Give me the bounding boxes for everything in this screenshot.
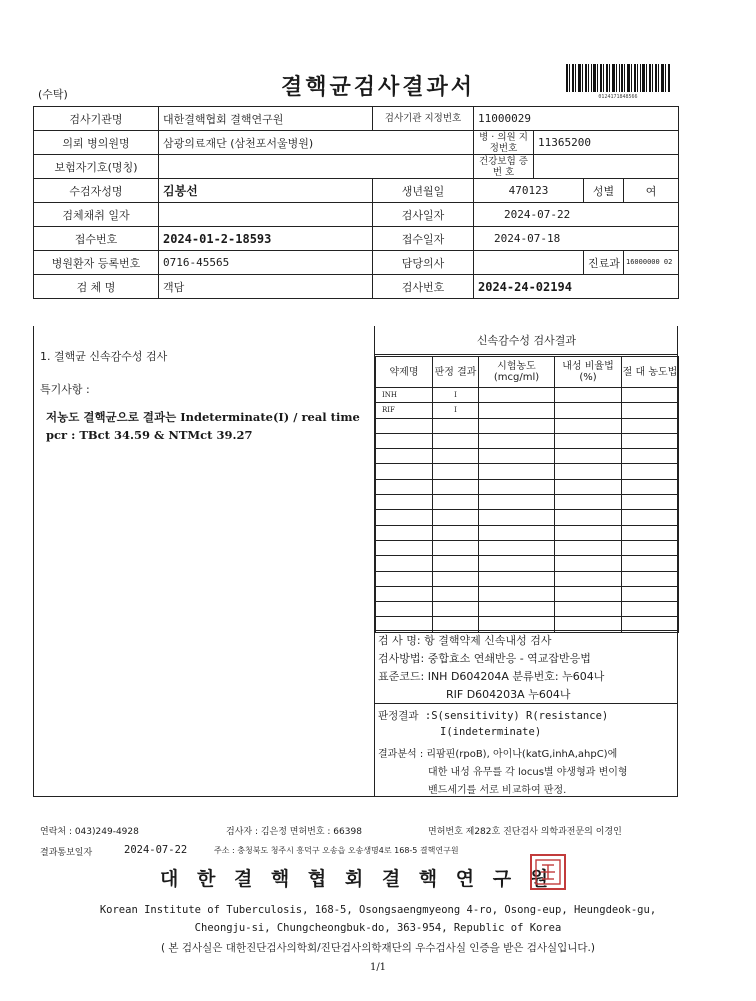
dept-label: 진료과 [584,251,624,275]
birth-label: 생년월일 [373,179,474,203]
result-cell [555,571,622,586]
drug-name-cell [376,418,433,433]
specialist: 면허번호 제282호 진단검사 의학과전문의 이경인 [428,827,622,837]
result-cell [622,403,679,418]
test-name: 검 사 명: 항 결핵약제 신속내성 검사 [378,634,552,647]
judgement-cell: I [433,388,479,403]
result-cell [555,449,622,464]
col-resistance-ratio: 내성 비율법(%) [555,357,622,388]
doctor-label: 담당의사 [373,251,474,275]
drug-name-cell [376,510,433,525]
sensitivity-row [376,418,679,433]
institute-name: 대 한 결 핵 협 회 결 핵 연 구 원 [160,868,555,890]
dept-value: 16000000 02 [624,251,679,275]
result-cell [479,433,555,448]
sensitivity-row [376,403,679,418]
lab-name-label: 검사기관명 [34,107,159,131]
result-cell [622,525,679,540]
result-cell [555,464,622,479]
result-cell [622,586,679,601]
sensitivity-row [376,479,679,494]
sensitivity-row [376,495,679,510]
col-absolute-concentration: 절 대 농도법 [622,357,679,388]
judgement-cell [433,495,479,510]
sensitivity-row [376,510,679,525]
result-cell [622,495,679,510]
sensitivity-title: 신속감수성 검사결과 [375,327,678,355]
result-cell [479,464,555,479]
result-cell [622,540,679,555]
receipt-no-value: 2024-01-2-18593 [159,227,373,251]
drug-name-cell [376,495,433,510]
judgement-cell [433,556,479,571]
insurer-value [159,155,474,179]
judgement-cell [433,540,479,555]
result-cell [622,388,679,403]
judgement-cell [433,571,479,586]
drug-name-cell [376,449,433,464]
reg-no-value: 0716-45565 [159,251,373,275]
result-cell [479,495,555,510]
result-cell [622,464,679,479]
sensitivity-row [376,571,679,586]
test-no-value: 2024-24-02194 [474,275,679,299]
reg-no-label: 병원환자 등록번호 [34,251,159,275]
judgement-legend: 판정결과 :S(sensitivity) R(resistance) [378,710,609,722]
col-judgement: 판정 결과 [433,357,479,388]
result-cell [479,479,555,494]
result-cell [479,418,555,433]
insurer-label: 보험자기호(명칭) [34,155,159,179]
copy-tag: (수탁) [38,88,68,101]
result-cell [555,403,622,418]
result-cell [622,449,679,464]
judgement-cell [433,602,479,617]
document-title: 결핵균검사결과서 [280,75,476,100]
specimen-label: 검 체 명 [34,275,159,299]
analysis-line-2: 대한 내성 유무를 각 locus별 야생형과 변이형 [428,767,628,778]
result-cell [555,388,622,403]
result-cell [479,586,555,601]
patient-name-value: 김봉선 [159,179,373,203]
sensitivity-row [376,433,679,448]
report-date: 2024-07-22 [124,844,188,856]
judgement-cell: I [433,403,479,418]
receipt-date-label: 접수일자 [373,227,474,251]
collect-date-label: 검체채취 일자 [34,203,159,227]
result-cell [555,510,622,525]
sex-label: 성별 [584,179,624,203]
result-cell [555,586,622,601]
hospital-code-value: 11365200 [534,131,679,155]
result-cell [479,556,555,571]
judgement-legend-2: I(indeterminate) [440,726,542,738]
test-method: 검사방법: 중합효소 연쇄반응 - 역교잡반응법 [378,652,591,665]
collect-date-value [159,203,373,227]
result-cell [555,525,622,540]
contact: 연락처 : 043)249-4928 [40,827,139,837]
sensitivity-table [375,356,679,633]
hospital-label: 의뢰 병의원명 [34,131,159,155]
drug-name-cell [376,479,433,494]
judgement-cell [433,433,479,448]
sensitivity-row [376,525,679,540]
test-date-label: 검사일자 [373,203,474,227]
judgement-cell [433,418,479,433]
result-cell [555,602,622,617]
drug-name-cell: RIF [376,403,433,418]
patient-name-label: 수검자성명 [34,179,159,203]
result-cell [555,495,622,510]
tester: 검사자 : 김은정 면허번호 : 66398 [226,827,362,837]
lab-code-label: 검사기관 지정번호 [373,107,474,131]
sensitivity-row [376,449,679,464]
result-cell [622,433,679,448]
official-seal-image [530,854,566,890]
english-address-1: Korean Institute of Tuberculosis, 168-5, Osongsaengmyeong 4-ro, Osong-eup, Heungdeok-gu, [99,904,657,916]
result-cell [622,602,679,617]
judgement-cell [433,479,479,494]
result-cell [555,540,622,555]
sex-value: 여 [624,179,679,203]
receipt-no-label: 접수번호 [34,227,159,251]
barcode-number: 0124171848566 [598,94,638,100]
result-cell [555,479,622,494]
result-cell [622,510,679,525]
doctor-value [474,251,584,275]
section-title: 1. 결핵균 신속감수성 검사 [40,350,168,363]
result-cell [479,403,555,418]
drug-name-cell [376,525,433,540]
sensitivity-row [376,586,679,601]
hospital-code-label: 병 · 의원 지정번호 [474,131,534,155]
result-cell [622,556,679,571]
address: 주소 : 충청북도 청주시 흥덕구 오송읍 오송생명4로 168-5 결핵연구원 [214,846,459,855]
standard-code: 표준코드: INH D604204A 분류번호: 누604나 [378,670,605,683]
certification-notice: ( 본 검사실은 대한진단검사의학회/진단검사의학재단의 우수검사실 인증을 받은 검사실입니다.) [160,942,595,954]
result-cell [479,510,555,525]
remark-label: 특기사항 : [40,383,90,396]
drug-name-cell [376,540,433,555]
birth-value: 470123 [474,179,584,203]
page-number: 1/1 [369,962,387,973]
report-date-label: 결과통보일자 [40,848,93,858]
patient-info-table [33,106,679,299]
result-cell [479,388,555,403]
drug-name-cell [376,433,433,448]
result-cell [479,540,555,555]
judgement-cell [433,510,479,525]
drug-name-cell [376,464,433,479]
result-cell [479,571,555,586]
sensitivity-row [376,602,679,617]
drug-name-cell [376,571,433,586]
specimen-value: 객담 [159,275,373,299]
drug-name-cell [376,586,433,601]
result-cell [555,556,622,571]
result-cell [555,433,622,448]
health-ins-value [534,155,679,179]
test-date-value: 2024-07-22 [474,203,679,227]
health-ins-label: 건강보험 증 번 호 [474,155,534,179]
standard-code-rif: RIF D604203A 누604나 [446,688,571,701]
sensitivity-row [376,540,679,555]
sensitivity-row [376,388,679,403]
lab-name-value: 대한결핵협회 결핵연구원 [159,107,373,131]
sensitivity-row [376,464,679,479]
result-cell [622,571,679,586]
lab-code-value: 11000029 [474,107,679,131]
col-concentration: 시험농도 (mcg/ml) [479,357,555,388]
receipt-date-value: 2024-07-18 [474,227,679,251]
analysis-line-3: 밴드세기를 서로 비교하여 판정. [428,785,567,796]
hospital-value: 삼광의료재단 (삼천포서울병원) [159,131,474,155]
test-no-label: 검사번호 [373,275,474,299]
drug-name-cell [376,602,433,617]
drug-name-cell [376,556,433,571]
result-cell [479,449,555,464]
judgement-cell [433,449,479,464]
result-cell [479,525,555,540]
result-cell [479,602,555,617]
drug-name-cell: INH [376,388,433,403]
sensitivity-row [376,556,679,571]
english-address-2: Cheongju-si, Chungcheongbuk-do, 363-954, Republic of Korea [194,922,562,934]
judgement-cell [433,525,479,540]
result-cell [555,418,622,433]
analysis-line-1: 결과분석 : 리팜핀(rpoB), 아이나(katG,inhA,ahpC)에 [378,749,618,760]
method-divider [374,703,678,704]
result-cell [622,479,679,494]
judgement-cell [433,586,479,601]
judgement-cell [433,464,479,479]
result-cell [622,418,679,433]
remark-text: 저농도 결핵균으로 결과는 Indeterminate(I) / real time pcr : TBct 34.59 & NTMct 39.27 [46,410,360,442]
col-drug: 약제명 [376,357,433,388]
barcode-image [566,64,670,92]
